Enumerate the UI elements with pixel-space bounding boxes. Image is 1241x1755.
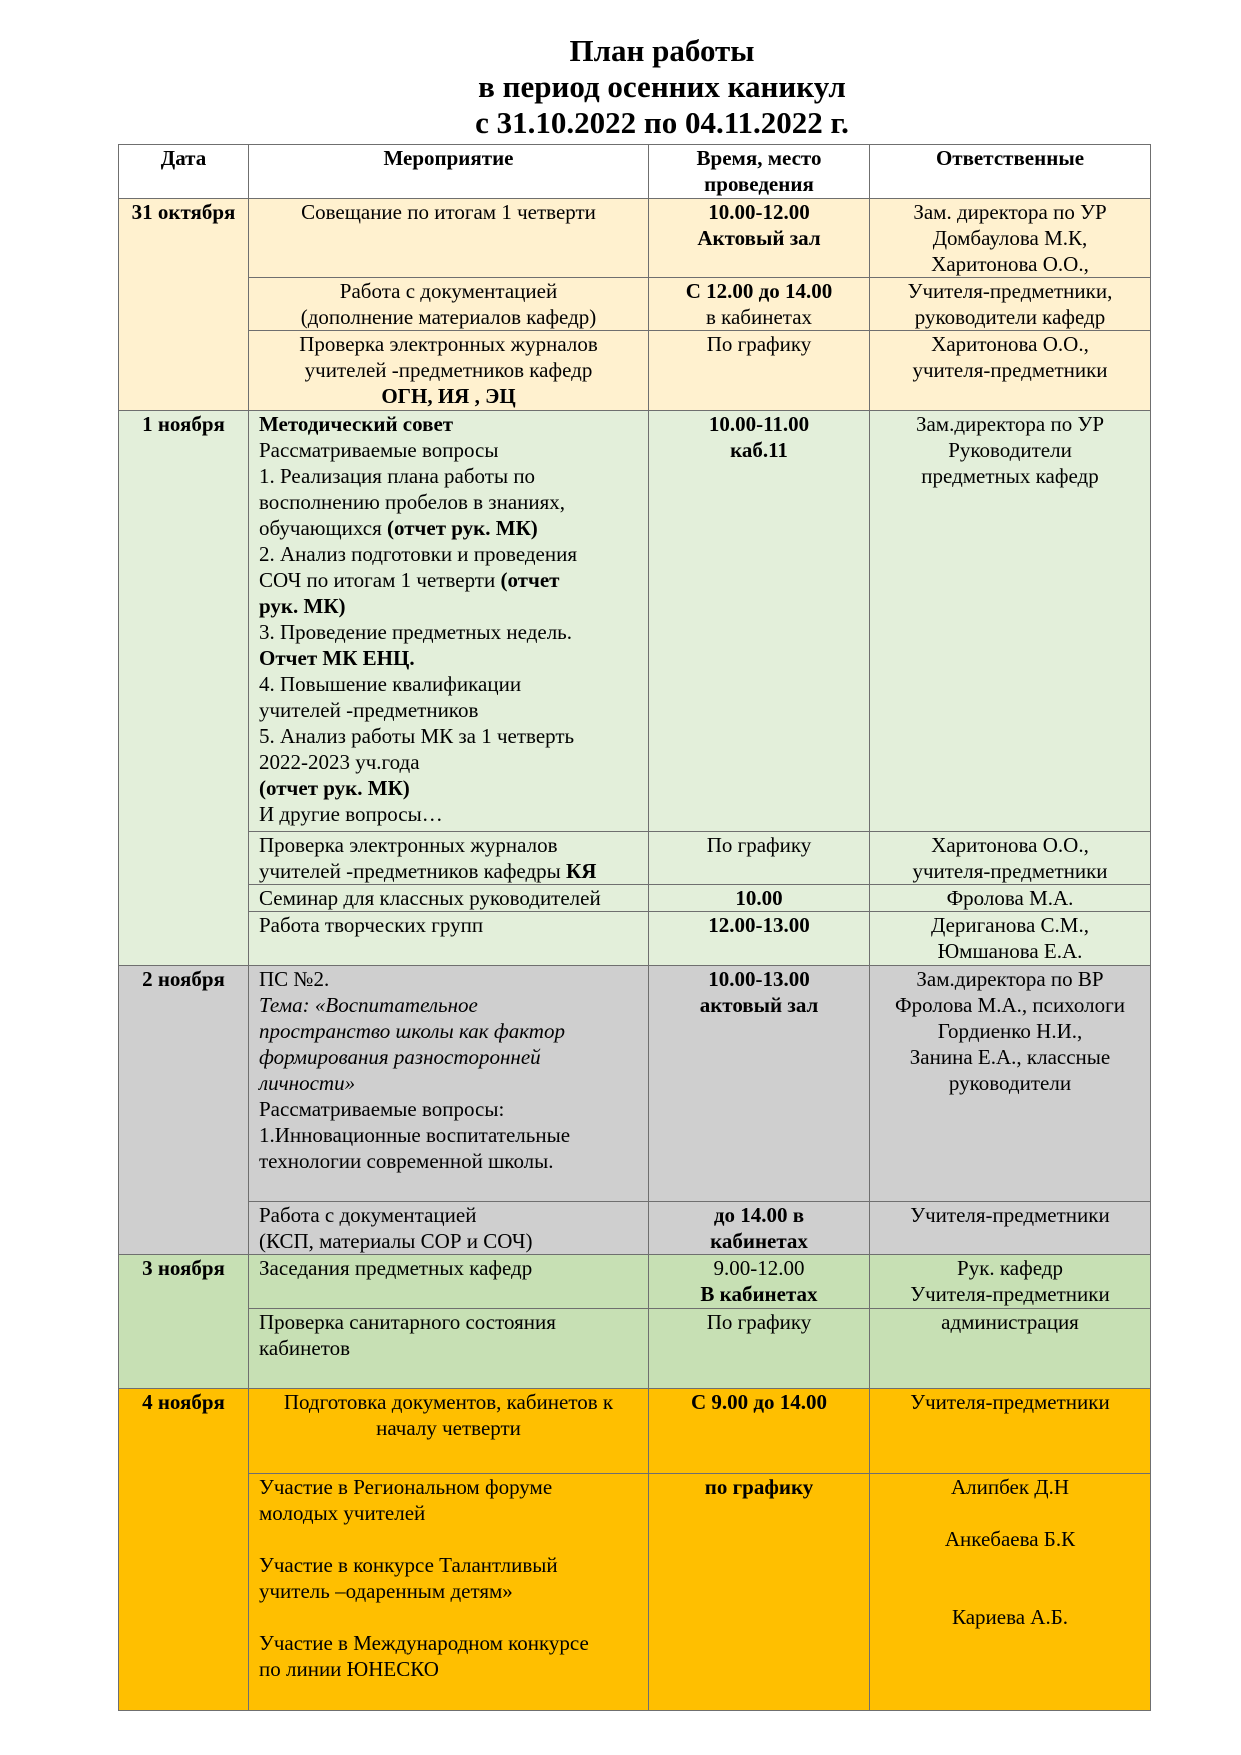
time-cell: 10.00-13.00 актовый зал — [649, 966, 870, 1202]
table-row — [119, 832, 1151, 885]
event-cell: Проверка электронных журналов учителей -предметников кафедр ОГН, ИЯ , ЭЦ — [249, 331, 649, 411]
responsible-cell: Фролова М.А. — [870, 885, 1151, 912]
event-cell: Подготовка документов, кабинетов к началу четверти — [249, 1389, 649, 1474]
responsible-cell: Дериганова С.М., Юмшанова Е.А. — [870, 912, 1151, 966]
time-cell: С 9.00 до 14.00 — [649, 1389, 870, 1474]
table-row — [119, 331, 1151, 411]
table-row — [119, 912, 1151, 966]
responsible-cell: Зам.директора по УР Руководители предметных кафедр — [870, 411, 1151, 832]
header-responsible: Ответственные — [870, 145, 1151, 199]
title-line: План работы — [569, 33, 755, 68]
time-cell: 10.00-11.00 каб.11 — [649, 411, 870, 832]
event-cell: Участие в Региональном форуме молодых учителей Участие в конкурсе Талантливый учитель –одаренным детям» Участие в Международном конкурсе по линии ЮНЕСКО — [249, 1474, 649, 1711]
responsible-cell: Харитонова О.О., учителя-предметники — [870, 331, 1151, 411]
time-cell: 9.00-12.00 В кабинетах — [649, 1255, 870, 1309]
table-row — [119, 1389, 1151, 1474]
table-header-row — [119, 145, 1151, 199]
table-row — [119, 1309, 1151, 1389]
responsible-cell: Харитонова О.О., учителя-предметники — [870, 832, 1151, 885]
date-cell: 3 ноября — [119, 1255, 249, 1389]
responsible-cell: Рук. кафедр Учителя-предметники — [870, 1255, 1151, 1309]
title-line: в период осенних каникул — [478, 69, 846, 104]
plan-table — [118, 144, 1151, 1711]
responsible-cell: Учителя-предметники — [870, 1389, 1151, 1474]
event-cell: Проверка санитарного состояния кабинетов — [249, 1309, 649, 1389]
page-title — [0, 33, 1241, 141]
title-line: с 31.10.2022 по 04.11.2022 г. — [475, 105, 849, 140]
responsible-cell: Учителя-предметники, руководители кафедр — [870, 278, 1151, 331]
responsible-cell: Зам.директора по ВР Фролова М.А., психологи Гордиенко Н.И., Занина Е.А., классные руководители — [870, 966, 1151, 1202]
table-row — [119, 1202, 1151, 1255]
time-cell: 10.00 — [649, 885, 870, 912]
table-row — [119, 966, 1151, 1202]
header-event: Мероприятие — [249, 145, 649, 199]
date-cell: 1 ноября — [119, 411, 249, 966]
event-cell: Работа с документацией (КСП, материалы СОР и СОЧ) — [249, 1202, 649, 1255]
table-row — [119, 278, 1151, 331]
responsible-cell: Зам. директора по УР Домбаулова М.К, Харитонова О.О., — [870, 199, 1151, 278]
event-cell: Работа с документацией (дополнение материалов кафедр) — [249, 278, 649, 331]
responsible-cell: Алипбек Д.Н Анкебаева Б.К Кариева А.Б. — [870, 1474, 1151, 1711]
time-cell: По графику — [649, 331, 870, 411]
event-cell: ПС №2. Тема: «Воспитательное пространство школы как фактор формирования разносторонней личности» Рассматриваемые вопросы: 1.Инновационные воспитательные технологии современной школы. — [249, 966, 649, 1202]
table-row — [119, 1474, 1151, 1711]
table-row — [119, 199, 1151, 278]
event-cell: Семинар для классных руководителей — [249, 885, 649, 912]
header-time-place: Время, место проведения — [649, 145, 870, 199]
time-cell: до 14.00 в кабинетах — [649, 1202, 870, 1255]
event-cell: Совещание по итогам 1 четверти — [249, 199, 649, 278]
event-cell: Методический совет Рассматриваемые вопросы 1. Реализация плана работы по восполнению пробелов в знаниях, обучающихся (отчет рук. МК) 2. Анализ подготовки и проведения СОЧ по итогам 1 четверти (отчет рук. МК) 3. Проведение предметных недель. Отчет МК ЕНЦ. 4. Повышение квалификации учителей -предметников 5. Анализ работы МК за 1 четверть 2022-2023 уч.года (отчет рук. МК) И другие вопросы… — [249, 411, 649, 832]
event-cell: Заседания предметных кафедр — [249, 1255, 649, 1309]
date-cell: 4 ноября — [119, 1389, 249, 1711]
header-date: Дата — [119, 145, 249, 199]
time-cell: По графику — [649, 832, 870, 885]
responsible-cell: Учителя-предметники — [870, 1202, 1151, 1255]
date-cell: 31 октября — [119, 199, 249, 411]
table-row — [119, 885, 1151, 912]
table-row — [119, 411, 1151, 832]
responsible-cell: администрация — [870, 1309, 1151, 1389]
table-row — [119, 1255, 1151, 1309]
time-cell: По графику — [649, 1309, 870, 1389]
date-cell: 2 ноября — [119, 966, 249, 1255]
event-cell: Проверка электронных журналов учителей -предметников кафедры КЯ — [249, 832, 649, 885]
time-cell: 12.00-13.00 — [649, 912, 870, 966]
time-cell: по графику — [649, 1474, 870, 1711]
event-cell: Работа творческих групп — [249, 912, 649, 966]
time-cell: С 12.00 до 14.00 в кабинетах — [649, 278, 870, 331]
time-cell: 10.00-12.00 Актовый зал — [649, 199, 870, 278]
